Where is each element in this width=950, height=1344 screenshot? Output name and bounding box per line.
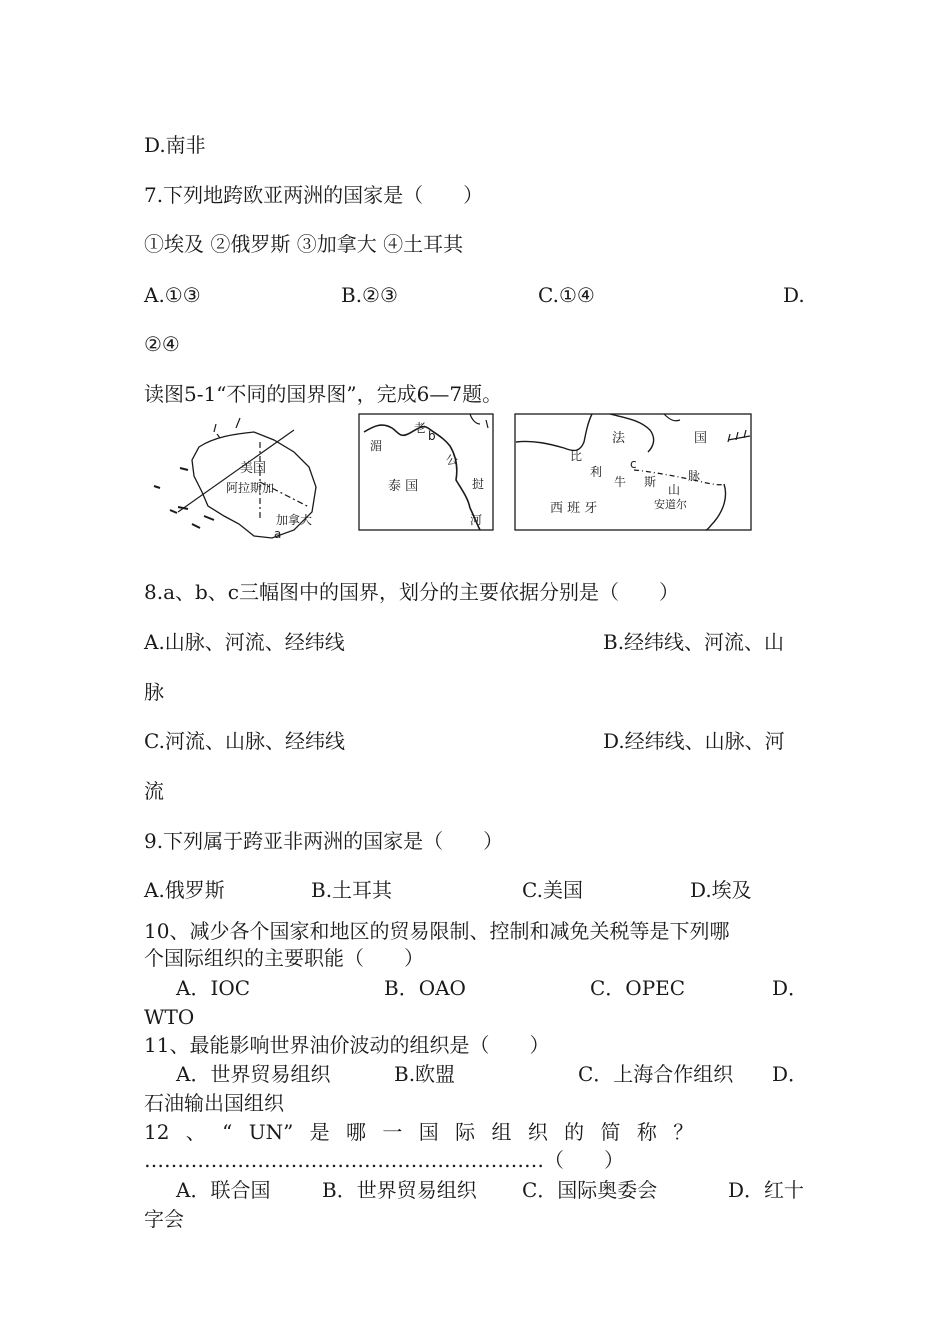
q7-items: ①埃及 ②俄罗斯 ③加拿大 ④土耳其: [144, 232, 464, 256]
q12-option-b: B．世界贸易组织: [322, 1178, 477, 1202]
q7-option-d-cont: ②④: [144, 332, 180, 356]
map-intro: 读图5-1“不同的国界图”，完成6—7题。: [144, 382, 503, 406]
map-c-li: 利: [590, 465, 603, 479]
map-c-mai: 脉: [688, 469, 701, 483]
q12-stem-line1: 12 、 “ UN” 是 哪 一 国 际 组 织 的 简 称 ？: [144, 1120, 694, 1144]
q11-stem: 11、最能影响世界油价波动的组织是（ ）: [144, 1033, 550, 1057]
map-c-france1: 法: [612, 431, 626, 446]
q12-option-d: D．红十: [728, 1178, 805, 1202]
map-c: [514, 412, 752, 532]
map-a-canada-label: 加拿大: [276, 513, 313, 527]
q12-option-a: A．联合国: [176, 1178, 271, 1202]
q12-option-c: C．国际奥委会: [522, 1178, 658, 1202]
map-b-letter: b: [428, 429, 436, 443]
q11-option-c: C．上海合作组织: [578, 1062, 734, 1086]
q7-option-b: B.②③: [341, 283, 398, 307]
q8-option-b-cont: 脉: [144, 680, 164, 704]
map-b-lao1: 老: [414, 421, 427, 435]
map-b-wo: 湄: [370, 439, 383, 453]
q12-option-d-cont: 字会: [144, 1207, 184, 1231]
map-a-letter: a: [274, 527, 282, 541]
q9-stem: 9.下列属于跨亚非两洲的国家是（ ）: [144, 829, 504, 853]
q8-option-d: D.经纬线、山脉、河: [603, 729, 785, 753]
map-a-alaska-label: 阿拉斯加: [226, 481, 275, 495]
q11-option-d-cont: 石油输出国组织: [144, 1091, 284, 1115]
map-c-spain: 西 班 牙: [550, 501, 598, 516]
q11-option-d: D．: [772, 1062, 809, 1086]
q9-option-c: C.美国: [522, 878, 583, 902]
q11-option-a: A．世界贸易组织: [176, 1062, 331, 1086]
map-c-letter: c: [630, 457, 637, 471]
q10-option-d: D．: [772, 976, 809, 1000]
q8-option-c: C.河流、山脉、经纬线: [144, 729, 345, 753]
q6-option-d: D.南非: [144, 133, 206, 157]
border-maps-figure: [144, 412, 764, 542]
map-a-usa-label: 美国: [240, 461, 267, 476]
q8-stem: 8.a、b、c三幅图中的国界，划分的主要依据分别是（ ）: [144, 580, 680, 604]
q12-stem-line2: ……………………………………………………（ ）: [144, 1148, 624, 1172]
q9-option-a: A.俄罗斯: [144, 878, 225, 902]
q9-option-d: D.埃及: [690, 878, 752, 902]
q7-option-c: C.①④: [538, 283, 595, 307]
map-c-shan: 山: [668, 483, 681, 497]
q11-option-b: B.欧盟: [394, 1062, 456, 1086]
map-b-he: 河: [470, 513, 483, 527]
map-a: [144, 412, 344, 542]
q7-option-d: D.: [783, 283, 805, 307]
map-b-thailand: 泰 国: [388, 479, 419, 494]
q7-stem: 7.下列地跨欧亚两洲的国家是（ ）: [144, 183, 484, 207]
q10-option-c: C．OPEC: [590, 976, 686, 1000]
map-c-andorra: 安道尔: [654, 498, 687, 511]
map-b: [358, 412, 494, 532]
q10-stem-line1: 10、减少各个国家和地区的贸易限制、控制和减免关税等是下列哪: [144, 919, 730, 943]
q10-option-a: A．IOC: [176, 976, 251, 1000]
q10-option-d-cont: WTO: [144, 1005, 195, 1029]
q8-option-d-cont: 流: [144, 779, 164, 803]
q7-option-a: A.①③: [144, 283, 201, 307]
q8-option-a: A.山脉、河流、经纬线: [144, 630, 345, 654]
map-c-france2: 国: [694, 431, 708, 446]
map-c-si: 斯: [644, 475, 657, 489]
q10-option-b: B．OAO: [384, 976, 466, 1000]
q8-option-b: B.经纬线、河流、山: [603, 630, 785, 654]
q9-option-b: B.土耳其: [311, 878, 393, 902]
map-c-bi: 比: [570, 449, 583, 463]
map-b-lao2: 挝: [472, 477, 485, 491]
q10-stem-line2: 个国际组织的主要职能（ ）: [144, 946, 424, 970]
map-b-gong: 公: [446, 453, 459, 467]
map-c-niu: 牛: [614, 475, 627, 489]
